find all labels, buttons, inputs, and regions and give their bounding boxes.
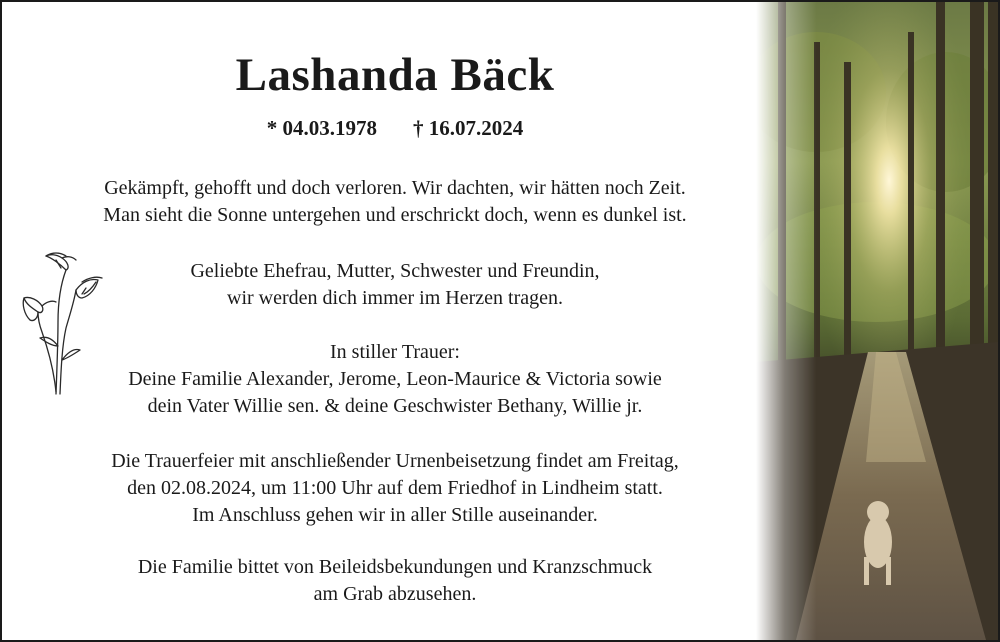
mourners-heading: In stiller Trauer: (330, 341, 460, 363)
ceremony-line: Die Trauerfeier mit anschließender Urnenbeisetzung findet am Freitag, (111, 450, 679, 472)
request-line: Die Familie bittet von Beileidsbekundungen und Kranzschmuck (137, 556, 653, 578)
tribute-paragraph (2, 258, 788, 312)
quote-line: Gekämpft, gehofft und doch verloren. Wir dachten, wir hätten noch Zeit. (104, 177, 686, 199)
mourners-paragraph (2, 339, 788, 420)
birth-date: * 04.03.1978 (266, 116, 377, 140)
mourners-line: Deine Familie Alexander, Jerome, Leon-Maurice & Victoria sowie (128, 368, 662, 390)
quote-paragraph (2, 175, 788, 229)
ceremony-line: den 02.08.2024, um 11:00 Uhr auf dem Friedhof in Lindheim statt. (127, 477, 663, 499)
tribute-line: wir werden dich immer im Herzen tragen. (227, 287, 563, 309)
ceremony-paragraph (2, 448, 788, 529)
obituary-text-column (2, 2, 788, 640)
ceremony-line: Im Anschluss gehen wir in aller Stille auseinander. (192, 504, 598, 526)
deceased-name: Lashanda Bäck (235, 49, 555, 101)
quote-line: Man sieht die Sonne untergehen und erschrickt doch, wenn es dunkel ist. (103, 204, 687, 226)
mourners-line: dein Vater Willie sen. & deine Geschwister Bethany, Willie jr. (147, 395, 643, 417)
tribute-line: Geliebte Ehefrau, Mutter, Schwester und Freundin, (190, 260, 600, 282)
life-dates (2, 118, 788, 139)
death-date: † 16.07.2024 (413, 116, 524, 140)
forest-path-photo (756, 2, 998, 640)
calla-lily-icon (16, 242, 108, 402)
request-line: am Grab abzusehen. (313, 583, 477, 605)
request-paragraph (2, 554, 788, 608)
